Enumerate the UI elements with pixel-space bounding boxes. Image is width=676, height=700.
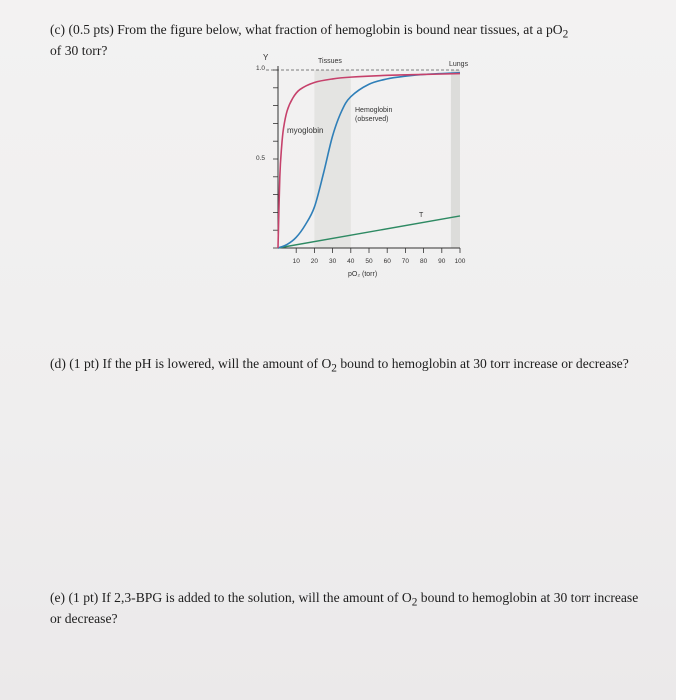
x-tick-label: 50 [365, 258, 373, 265]
x-tick-group [293, 248, 466, 265]
annotation-myoglobin: myoglobin [287, 126, 324, 135]
question-e-points: (1 pt) [68, 590, 99, 605]
y-axis-label: Y [263, 53, 269, 62]
x-tick-label: 20 [310, 258, 319, 265]
subscript-2: 2 [331, 362, 337, 375]
annotation-t: T [419, 212, 424, 219]
x-tick-label: 70 [401, 258, 410, 265]
series-line-hemoglobin [278, 73, 460, 248]
question-c-points: (0.5 pts) [68, 22, 114, 37]
question-d-body-cont: bound to hemoglobin at 30 torr increase or decrease? [336, 356, 629, 371]
x-tick-label: 100 [454, 258, 466, 265]
y-tick-label-1: 1.0 [256, 65, 266, 72]
x-tick-label: 30 [328, 258, 337, 265]
annotation-lungs: Lungs [449, 61, 469, 68]
series-line-myoglobin [278, 74, 460, 248]
annotation-observed: (observed) [355, 116, 389, 123]
x-tick-label: 40 [347, 258, 355, 265]
question-d-text [50, 356, 650, 377]
question-d-points: (1 pt) [69, 356, 100, 371]
x-tick-label: 10 [292, 258, 300, 265]
question-c-text-cont: of 30 torr? [50, 42, 108, 58]
question-e-label: (e) [50, 590, 66, 605]
x-tick-label: 60 [383, 258, 391, 265]
question-d-label: (d) [50, 356, 66, 371]
lungs-shaded-region [451, 70, 460, 248]
y-tick-label-05: 0.5 [256, 155, 266, 162]
series-line-t [278, 216, 460, 248]
question-d [50, 356, 650, 377]
y-tick-group [273, 70, 278, 248]
x-tick-label: 90 [438, 258, 446, 265]
question-e-body-cont: bound to hemoglobin at 30 torr increase or decrease? [50, 590, 639, 626]
subscript-2: 2 [562, 28, 569, 41]
annotation-hemoglobin: Hemoglobin [355, 107, 393, 114]
question-e-body: If 2,3-BPG is added to the solution, will the amount of O [101, 590, 412, 605]
x-tick-label: 80 [419, 258, 428, 265]
question-c-label: (c) [50, 22, 66, 37]
binding-curve-figure [0, 0, 676, 300]
question-e [50, 590, 650, 626]
x-axis-label: pO₂ (torr) [348, 271, 378, 278]
annotation-tissues: Tissues [318, 58, 342, 65]
tissues-shaded-region [314, 70, 350, 248]
subscript-2: 2 [411, 596, 418, 609]
question-d-body: If the pH is lowered, will the amount of O [102, 356, 332, 371]
question-c-body: From the figure below, what fraction of hemoglobin is bound near tissues, at a pO [117, 22, 563, 37]
question-e-text [50, 590, 650, 626]
